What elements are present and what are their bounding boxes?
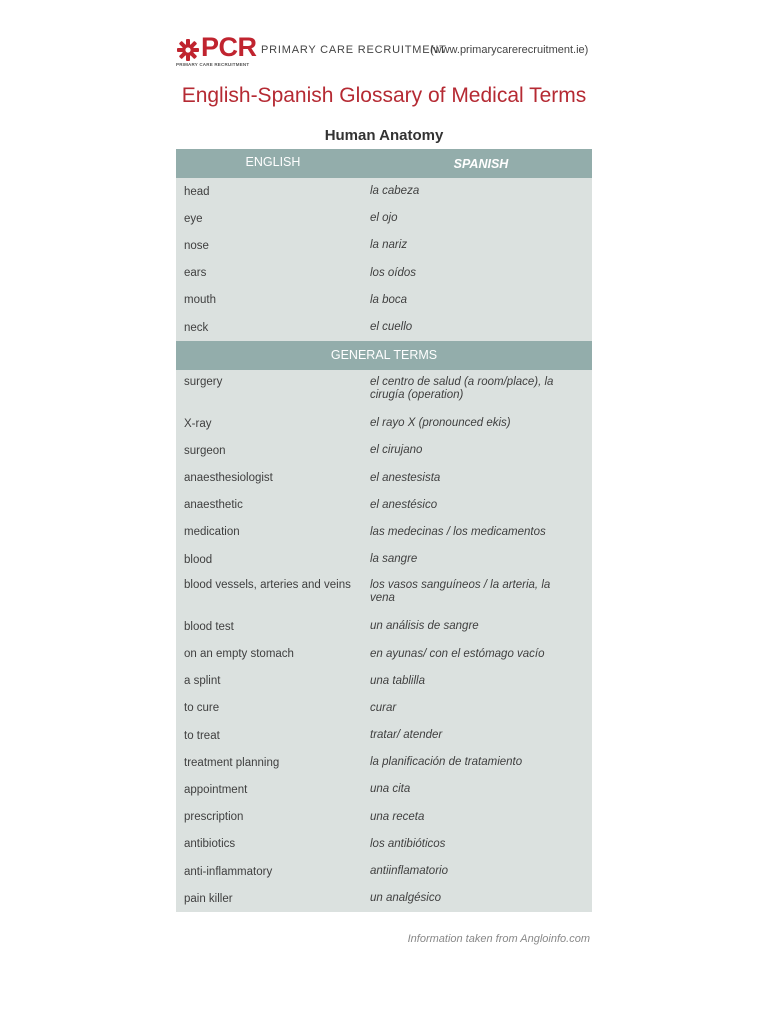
english-term: anaesthetic (184, 499, 243, 512)
english-term: neck (184, 321, 209, 334)
english-term: treatment planning (184, 756, 280, 769)
spanish-term: una tablilla (370, 674, 425, 687)
spanish-term: una cita (370, 783, 411, 796)
spanish-term: el cirujano (370, 444, 423, 457)
spanish-term: el anestesista (370, 471, 441, 484)
spanish-term: el ojo (370, 212, 398, 225)
table-row (176, 410, 592, 437)
english-term: anti-inflammatory (184, 865, 273, 878)
spanish-term: un análisis de sangre (370, 620, 479, 633)
english-term: to cure (184, 702, 220, 715)
english-term: anaesthesiologist (184, 472, 273, 485)
english-term: antibiotics (184, 838, 236, 851)
spanish-term: la cabeza (370, 185, 420, 198)
english-term: surgeon (184, 444, 226, 457)
section-subtitle: Human Anatomy (324, 127, 444, 144)
table-row (176, 287, 592, 314)
english-term: surgery (184, 376, 223, 389)
english-term: blood vessels, arteries and veins (184, 579, 351, 592)
spanish-term: el cuello (370, 321, 413, 334)
table-row (176, 232, 592, 259)
table-row (176, 519, 592, 546)
spanish-term: la nariz (370, 239, 408, 252)
gear-logo-icon (176, 38, 200, 62)
table-row (176, 546, 592, 573)
spanish-term: los vasos sanguíneos / la arteria, la vena (370, 579, 551, 605)
english-term: pain killer (184, 892, 233, 905)
table-row (176, 749, 592, 776)
english-term: nose (184, 239, 209, 252)
table-row (176, 613, 592, 640)
table-row (176, 858, 592, 885)
english-term: mouth (184, 294, 216, 307)
english-term: ears (184, 267, 207, 280)
section-header-general-terms: GENERAL TERMS (176, 341, 592, 370)
table-row (176, 314, 592, 341)
english-term: to treat (184, 729, 220, 742)
spanish-term: una receta (370, 810, 425, 823)
table-header (176, 149, 592, 178)
table-row (176, 205, 592, 232)
header (176, 34, 596, 70)
glossary-table (176, 149, 592, 912)
spanish-term: el anestésico (370, 498, 438, 511)
spanish-term: un analgésico (370, 892, 441, 905)
english-term: prescription (184, 811, 244, 824)
table-row (176, 437, 592, 464)
table-row (176, 885, 592, 912)
english-term: medication (184, 526, 240, 539)
logo-text: PCR (201, 32, 257, 62)
english-term: appointment (184, 783, 248, 796)
spanish-term: la sangre (370, 553, 418, 566)
english-term: head (184, 185, 210, 198)
table-row (176, 178, 592, 205)
spanish-term: el centro de salud (a room/place), la cirugía (operation) (370, 376, 554, 402)
english-term: blood (184, 553, 213, 566)
spanish-term: los oídos (370, 266, 417, 279)
english-term: eye (184, 212, 203, 225)
spanish-term: curar (370, 701, 397, 714)
table-row (176, 695, 592, 722)
table-row (176, 370, 592, 410)
table-row (176, 640, 592, 667)
source-note: Information taken from Angloinfo.com (407, 933, 590, 945)
spanish-term: el rayo X (pronounced ekis) (370, 417, 511, 430)
column-header-english: ENGLISH (245, 154, 301, 169)
english-term: X-ray (184, 417, 212, 430)
table-row (176, 831, 592, 858)
spanish-term: tratar/ atender (370, 729, 443, 742)
table-row (176, 776, 592, 803)
table-row (176, 668, 592, 695)
spanish-term: la planificación de tratamiento (370, 756, 523, 769)
spanish-term: en ayunas/ con el estómago vacío (370, 647, 545, 660)
spanish-term: la boca (370, 293, 408, 306)
english-term: on an empty stomach (184, 648, 294, 661)
table-row (176, 804, 592, 831)
column-header-spanish: SPANISH (453, 156, 509, 171)
spanish-term: los antibióticos (370, 837, 446, 850)
english-term: blood test (184, 620, 234, 633)
table-row (176, 573, 592, 613)
company-name: PRIMARY CARE RECRUITMENT (261, 44, 447, 56)
page-title: English-Spanish Glossary of Medical Terms (181, 84, 587, 107)
logo-subtext: PRIMARY CARE RECRUITMENT (176, 62, 250, 67)
english-term: a splint (184, 675, 221, 688)
table-row (176, 260, 592, 287)
spanish-term: antiinflamatorio (370, 865, 448, 878)
website-link[interactable]: (www.primarycarerecruitment.ie) (430, 44, 589, 56)
spanish-term: las medecinas / los medicamentos (370, 525, 546, 538)
pcr-logo (176, 34, 256, 70)
table-row (176, 465, 592, 492)
table-row (176, 492, 592, 519)
table-row (176, 722, 592, 749)
